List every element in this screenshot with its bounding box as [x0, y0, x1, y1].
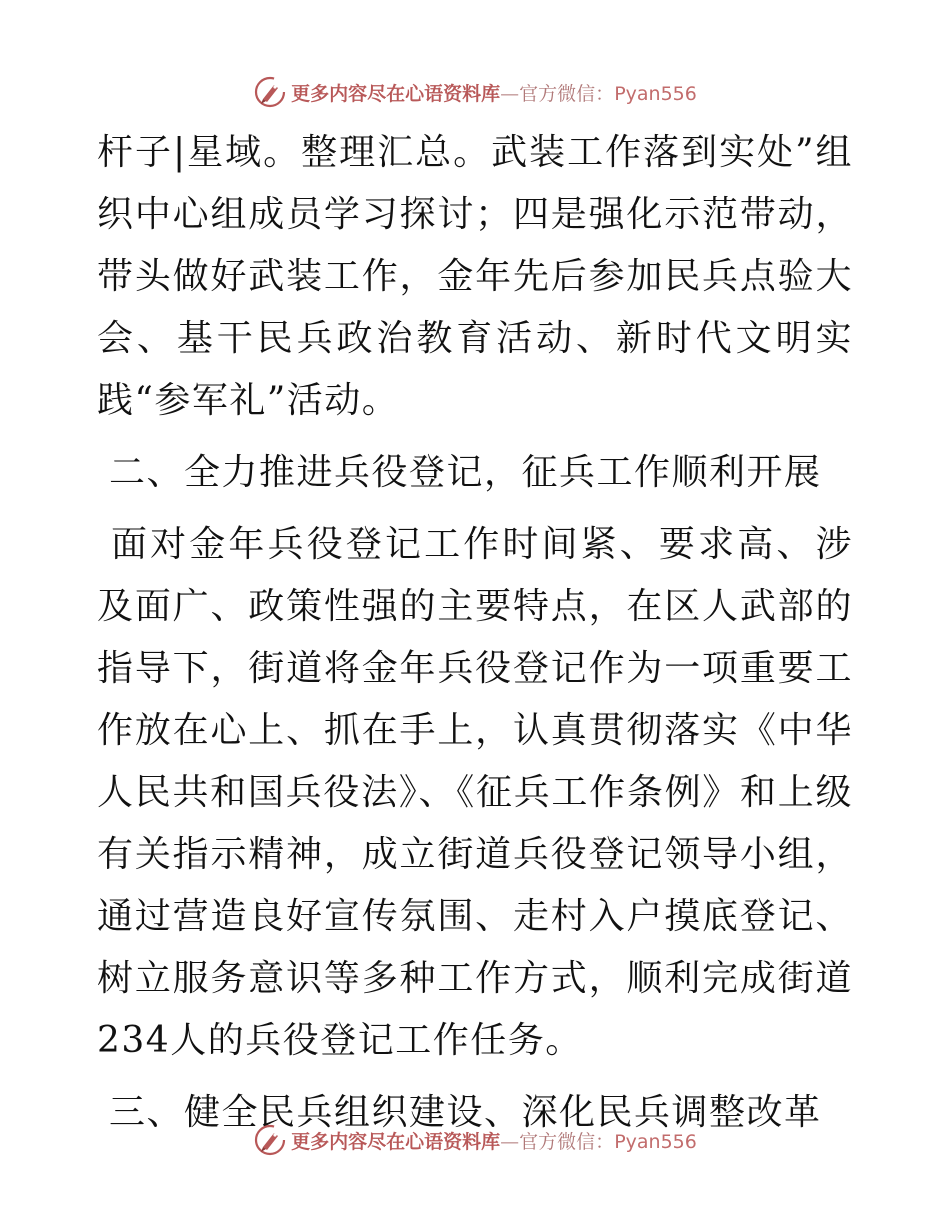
paragraph-1: 杆子|星域。整理汇总。武装工作落到实处”组织中心组成员学习探讨；四是强化示范带动，带头做好武装工作，金年先后参加民兵点验大会、基干民兵政治教育活动、新时代文明实践“参军礼”活动。: [97, 132, 853, 421]
header-watermark: [0, 72, 950, 112]
watermark-separator: —: [500, 82, 520, 105]
watermark-wechat-id: Pyan556: [614, 1130, 697, 1153]
footer-watermark: [0, 1120, 950, 1160]
paragraph-2: 面对金年兵役登记工作时间紧、要求高、涉及面广、政策性强的主要特点，在区人武部的指导下，街道将金年兵役登记作为一项重要工作放在心上、抓在手上，认真贯彻落实《中华人民共和国兵役法》、《征兵工作条例》和上级有关指示精神，成立街道兵役登记领导小组，通过营造良好宣传氛围、走村入户摸底登记、树立服务意识等多种工作方式，顺利完成街道234人的兵役登记工作任务。: [97, 524, 853, 1061]
document-body: [97, 122, 853, 1154]
watermark-official-label: 官方微信：: [519, 82, 615, 105]
watermark-official-label: 官方微信：: [519, 1130, 615, 1153]
watermark-separator: —: [500, 1130, 520, 1153]
pen-nib-logo-icon: [253, 75, 287, 109]
watermark-wechat-id: Pyan556: [614, 82, 697, 105]
pen-nib-logo-icon: [253, 1123, 287, 1157]
watermark-main-text: 更多内容尽在心语资料库: [291, 82, 501, 105]
watermark-main-text: 更多内容尽在心语资料库: [291, 1130, 501, 1153]
section-heading-2: 二、全力推进兵役登记，征兵工作顺利开展: [109, 452, 822, 493]
section-heading-3: 三、健全民兵组织建设、深化民兵调整改革: [109, 1092, 822, 1133]
